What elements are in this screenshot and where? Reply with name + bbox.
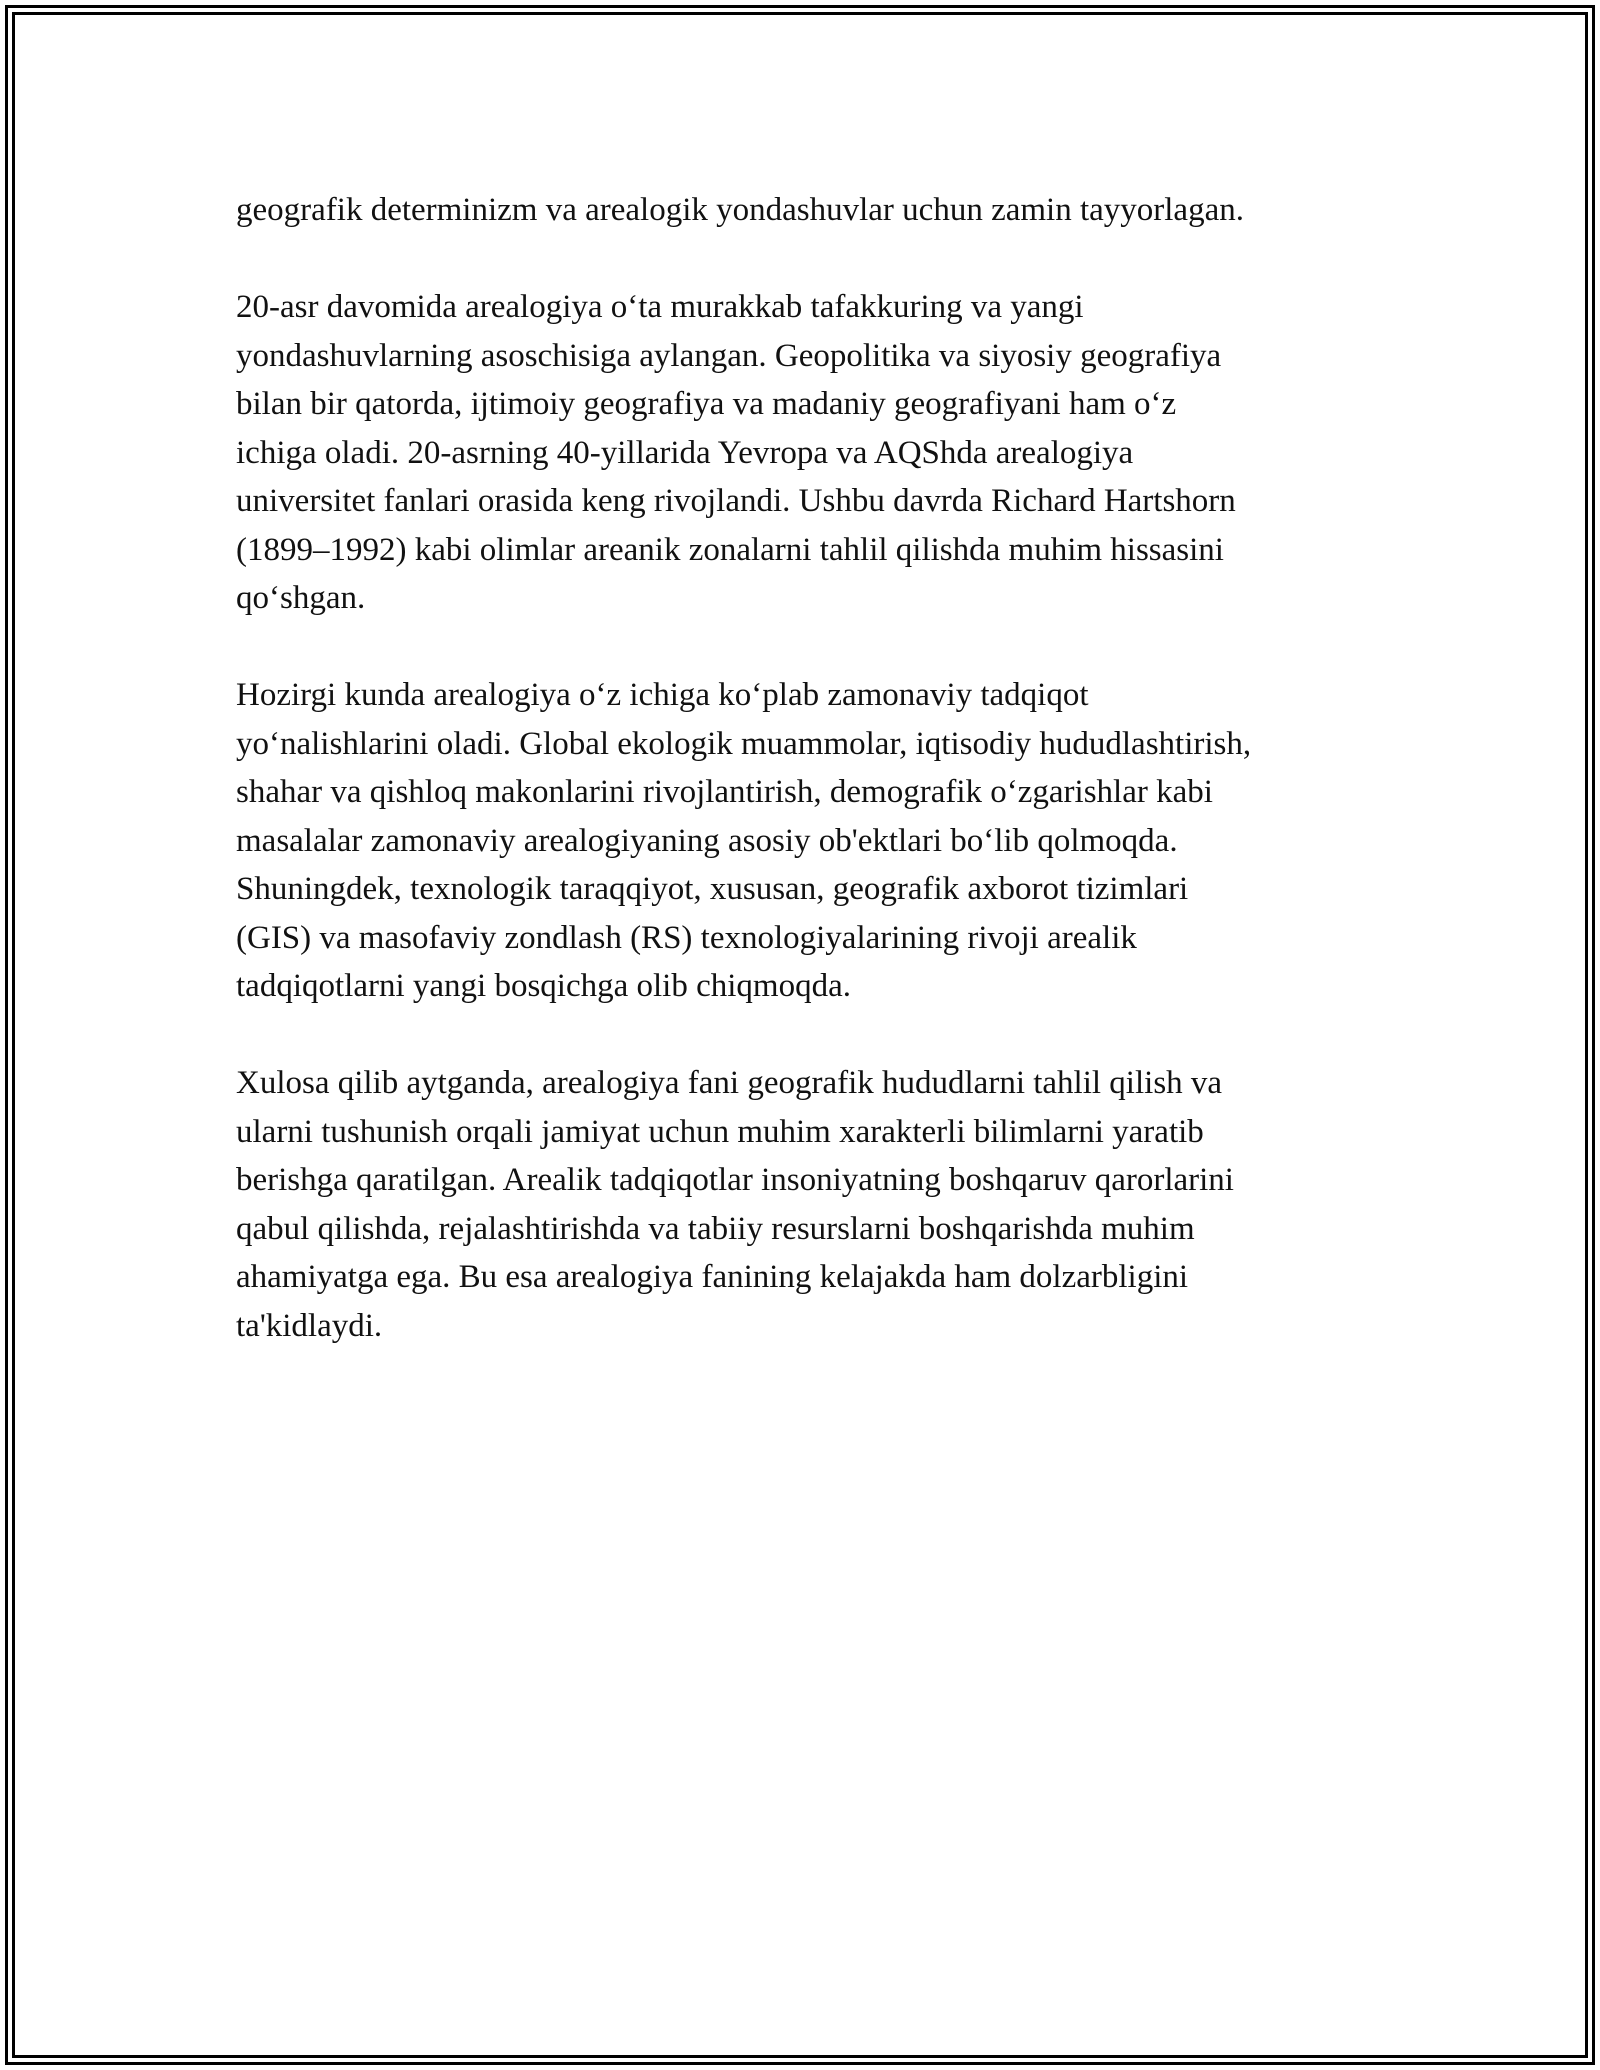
paragraph-1: geografik determinizm va arealogik yondashuvlar uchun zamin tayyorlagan.: [236, 192, 1244, 228]
paragraph-2: 20-asr davomida arealogiya o‘ta murakkab tafakkuring va yangi yondashuvlarning asoschisiga aylangan. Geopolitika va siyosiy geografiya bilan bir qatorda, ijtimoiy geografiya va madaniy geografiyani ham o‘z ichiga oladi. 20-asrning 40-yillarida Yevropa va AQShda arealogiya universitet fanlari orasida keng rivojlandi. Ushbu davrda Richard Hartshorn (1899–1992) kabi olimlar areanik zonalarni tahlil qilishda muhim hissasini qo‘shgan.: [236, 289, 1236, 616]
document-body: [236, 186, 1386, 1399]
paragraph-3: Hozirgi kunda arealogiya o‘z ichiga ko‘plab zamonaviy tadqiqot yo‘nalishlarini oladi. Global ekologik muammolar, iqtisodiy hududlashtirish, shahar va qishloq makonlarini rivojlantirish, demografik o‘zgarishlar kabi masalalar zamonaviy arealogiyaning asosiy ob'ektlari bo‘lib qolmoqda. Shuningdek, texnologik taraqqiyot, xususan, geografik axborot tizimlari (GIS) va masofaviy zondlash (RS) texnologiyalarining rivoji arealik tadqiqotlarni yangi bosqichga olib chiqmoqda.: [236, 677, 1252, 1004]
paragraph-4: Xulosa qilib aytganda, arealogiya fani geografik hududlarni tahlil qilish va ularni tushunish orqali jamiyat uchun muhim xarakterli bilimlarni yaratib berishga qaratilgan. Arealik tadqiqotlar insoniyatning boshqaruv qarorlarini qabul qilishda, rejalashtirishda va tabiiy resurslarni boshqarishda muhim ahamiyatga ega. Bu esa arealogiya fanining kelajakda ham dolzarbligini ta'kidlaydi.: [236, 1065, 1234, 1344]
